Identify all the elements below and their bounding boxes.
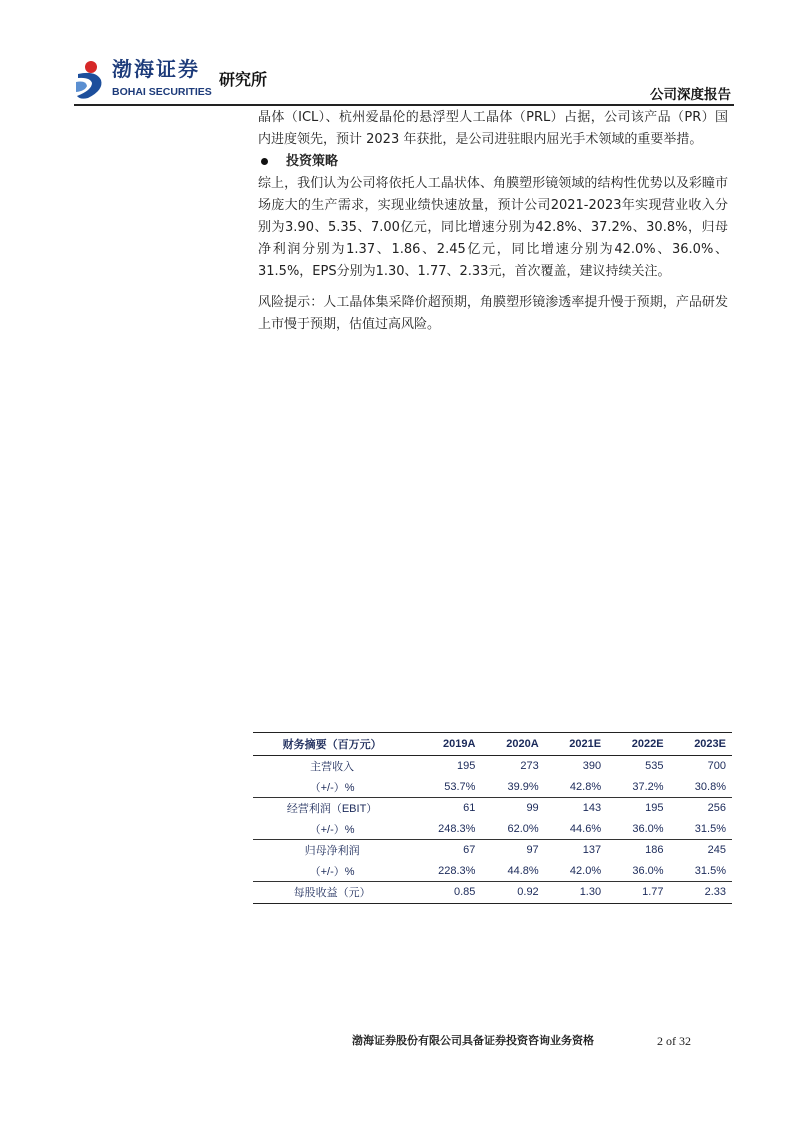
table-row xyxy=(253,798,732,819)
table-cell: 195 xyxy=(607,798,669,819)
header-row xyxy=(253,733,732,756)
table-cell: 42.8% xyxy=(569,780,602,793)
table-row xyxy=(253,819,732,840)
footer-disclaimer: 渤海证券股份有限公司具备证券投资咨询业务资格 xyxy=(352,1034,594,1047)
table-row xyxy=(253,882,732,904)
table-cell: 37.2% xyxy=(632,780,664,793)
table-cell: 99 xyxy=(481,798,544,819)
table-cell: 248.3% xyxy=(438,822,476,835)
row-label: （+/-）% xyxy=(309,865,355,878)
bohai-logo-icon xyxy=(74,60,104,100)
table-cell: 97 xyxy=(481,840,544,861)
table-cell: 44.8% xyxy=(507,864,539,877)
table-cell: 1.77 xyxy=(607,882,669,904)
table-cell: 137 xyxy=(545,840,607,861)
column-header: 财务摘要（百万元） xyxy=(253,733,411,756)
table-cell: 53.7% xyxy=(444,780,476,793)
header-divider xyxy=(74,104,734,106)
table-cell: 245 xyxy=(670,840,732,861)
bullet-icon xyxy=(261,158,268,165)
table-cell: 36.0% xyxy=(632,822,664,835)
heading-text: 投资策略 xyxy=(286,154,339,169)
table-cell: 31.5% xyxy=(694,822,726,835)
table-cell: 186 xyxy=(607,840,669,861)
table-cell: 61 xyxy=(411,798,481,819)
paragraph: 风险提示：人工晶体集采降价超预期，角膜塑形镜渗透率提升慢于预期，产品研发上市慢于预期，估值过高风险。 xyxy=(258,295,728,332)
row-label: （+/-）% xyxy=(309,781,355,794)
logo-text-cn: 渤海证券 xyxy=(112,57,200,81)
table-cell: 256 xyxy=(670,798,732,819)
table-cell: 62.0% xyxy=(507,822,539,835)
table-row xyxy=(253,756,732,777)
table-cell: 44.6% xyxy=(569,822,602,835)
column-header: 2020A xyxy=(481,733,544,756)
financial-summary-table xyxy=(253,732,732,904)
table-cell: 30.8% xyxy=(694,780,726,793)
column-header: 2022E xyxy=(607,733,669,756)
table-row xyxy=(253,777,732,798)
table-cell: 700 xyxy=(707,760,726,773)
table-cell: 228.3% xyxy=(438,864,476,877)
column-header: 2019A xyxy=(411,733,481,756)
table-cell: 195 xyxy=(457,760,476,773)
table-row xyxy=(253,861,732,882)
table-cell: 1.30 xyxy=(545,882,607,904)
table-cell: 2.33 xyxy=(670,882,732,904)
institute-label: 研究所 xyxy=(219,70,268,89)
table-cell: 0.85 xyxy=(411,882,481,904)
column-header: 2021E xyxy=(545,733,607,756)
row-label: （+/-）% xyxy=(309,823,355,836)
row-label: 经营利润（EBIT） xyxy=(253,798,411,819)
page-number: 2 of 32 xyxy=(657,1034,691,1048)
table-cell: 42.0% xyxy=(569,864,602,877)
table-cell: 143 xyxy=(545,798,607,819)
table-cell: 535 xyxy=(645,760,664,773)
body-text xyxy=(258,107,728,336)
paragraph: 综上，我们认为公司将依托人工晶状体、角膜塑形镜领域的结构性优势以及彩瞳市场庞大的生产需求，实现业绩快速放量，预计公司2021-2023年实现营业收入分别为3.90、5.35、7.00亿元，同比增速分别为42.8%、37.2%、30.8%，归母净利润分别为1.37、1.86、2.45亿元，同比增速分别为42.0%、36.0%、31.5%，EPS分别为1.30、1.77、2.33元，首次覆盖，建议持续关注。 xyxy=(258,176,728,279)
table-cell: 0.92 xyxy=(481,882,544,904)
report-type: 公司深度报告 xyxy=(650,87,731,103)
table-cell: 31.5% xyxy=(694,864,726,877)
column-header: 2023E xyxy=(670,733,732,756)
row-label: 归母净利润 xyxy=(253,840,411,861)
section-heading xyxy=(258,151,728,173)
logo-text-en: BOHAI SECURITIES xyxy=(112,86,212,98)
table-cell: 390 xyxy=(582,760,602,773)
table-cell: 67 xyxy=(411,840,481,861)
row-label: 每股收益（元） xyxy=(253,882,411,904)
paragraph: 晶体（ICL）、杭州爱晶伦的悬浮型人工晶体（PRL）占据，公司该产品（PR）国内进度领先，预计 2023 年获批，是公司进驻眼内屈光手术领域的重要举措。 xyxy=(258,110,728,147)
table-row xyxy=(253,840,732,861)
table-cell: 273 xyxy=(520,760,539,773)
row-label: 主营收入 xyxy=(310,761,355,774)
table-cell: 39.9% xyxy=(507,780,539,793)
table-cell: 36.0% xyxy=(632,864,664,877)
